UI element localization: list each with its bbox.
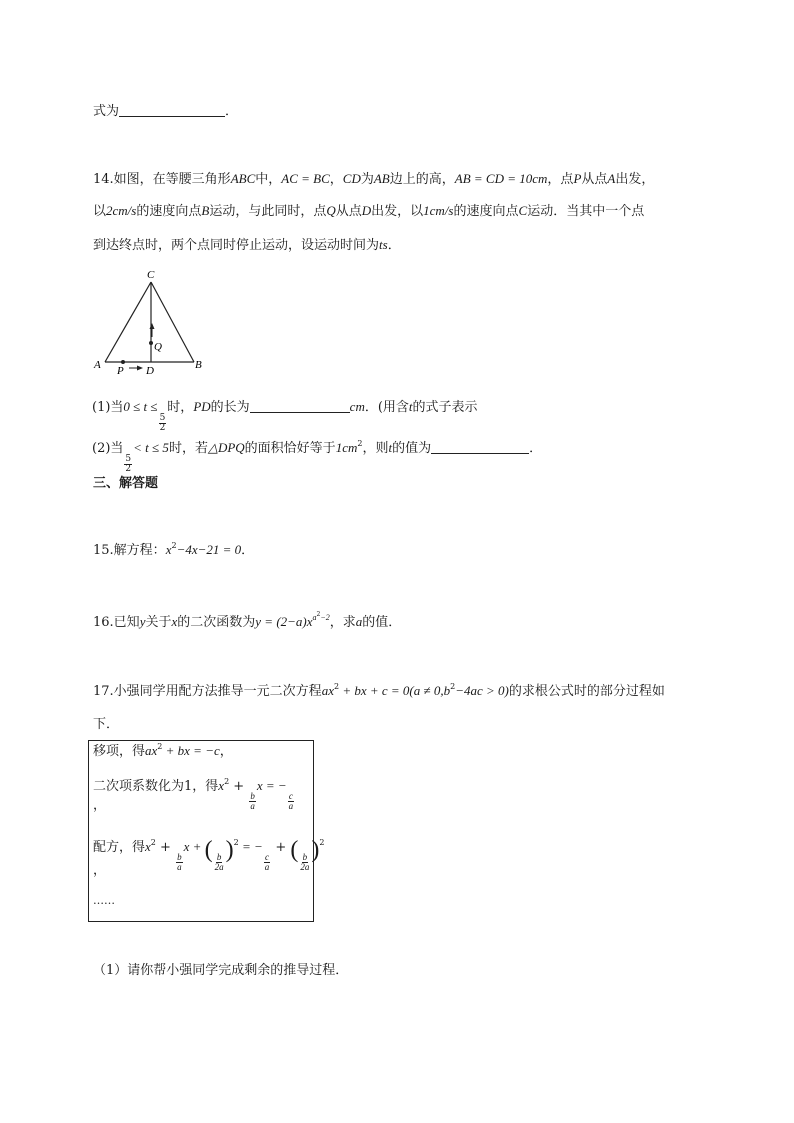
fraction: $\frac{c}{a}$ — [288, 791, 294, 811]
q14-line-3: 到达终点时，两个点同时停止运动，设运动时间为ts． — [93, 237, 401, 253]
q17-sub-1: （1）请你帮小强同学完成剩余的推导过程． — [93, 963, 349, 978]
label-a: A — [94, 359, 101, 371]
label-q: Q — [154, 341, 162, 353]
answer-blank — [119, 104, 225, 117]
q14-sub-1: (1)当0 ≤ t ≤ $\frac{5}{2}$ 时，PD的长为 cm．(用含t的式子表示 — [92, 399, 478, 433]
answer-blank — [431, 441, 529, 454]
previous-question-tail: 式为 ． — [93, 104, 239, 119]
fraction: $\frac{b}{a}$ — [177, 852, 182, 872]
q14-sub-2: (2)当 $\frac{5}{2}$ < t ≤ 5时，若△DPQ的面积恰好等于$1cm^2$，则t的值为 ． — [92, 439, 543, 474]
box-line-2: 二次项系数化为1，得$x^2$ + $\frac{b}{a}$ x = − $\frac{c}{a}$ — [93, 777, 294, 811]
q15: 15.解方程：$x^2-4x-21 = 0$． — [93, 541, 255, 558]
q16: 16.已知y关于x的二次函数为$y = (2-a)x^{a^2-2}$，求a的值． — [93, 611, 402, 630]
label-p: P — [117, 365, 124, 376]
point-p-dot — [121, 360, 125, 364]
q17-line-2: 下． — [93, 717, 120, 732]
box-line-3: 配方，得$x^2$ + $\frac{b}{a}$ x + ( $\frac{b}{2a}$ )$^2$ = − $\frac{c}{a}$ + ( $\frac{b}{2a}$ )$^2$ — [93, 837, 325, 872]
arrow-p-head — [137, 366, 143, 371]
label-c: C — [147, 269, 155, 281]
derivation-box — [88, 740, 314, 922]
label-d: D — [146, 365, 154, 376]
triangle-diagram — [92, 264, 212, 376]
arrow-q-head — [150, 323, 155, 329]
box-ellipsis: …… — [93, 894, 115, 907]
fraction: $\frac{b}{2a}$ — [214, 852, 224, 872]
fraction: $\frac{5}{2}$ — [125, 454, 132, 474]
side-ac — [105, 282, 151, 362]
answer-blank — [250, 400, 350, 413]
fraction: $\frac{5}{2}$ — [159, 413, 166, 433]
q14-line-1: 14.如图，在等腰三角形ABC中，AC = BC，CD为AB边上的高，AB = CD = 10cm，点P从点A出发， — [93, 171, 655, 187]
box-comma-2: ， — [93, 863, 107, 878]
fraction: $\frac{c}{a}$ — [264, 852, 270, 872]
box-line-1: 移项，得$ax^2$ + bx = −c， — [93, 742, 233, 759]
q17-line-1: 17.小强同学用配方法推导一元二次方程$ax^2$ + bx + $c = 0(a \ne 0,b^2-4ac > 0)$的求根公式时的部分过程如 — [93, 682, 665, 699]
fraction: $\frac{b}{a}$ — [250, 791, 255, 811]
label-b: B — [195, 359, 202, 371]
q14-line-2: 以2cm/s的速度向点B运动，与此同时，点Q从点D出发，以1cm/s的速度向点C运动．当其中一个点 — [93, 203, 645, 219]
point-q-dot — [149, 341, 153, 345]
fraction: $\frac{b}{2a}$ — [300, 852, 310, 872]
box-comma-1: ， — [93, 798, 107, 813]
section-heading: 三、解答题 — [93, 476, 159, 491]
